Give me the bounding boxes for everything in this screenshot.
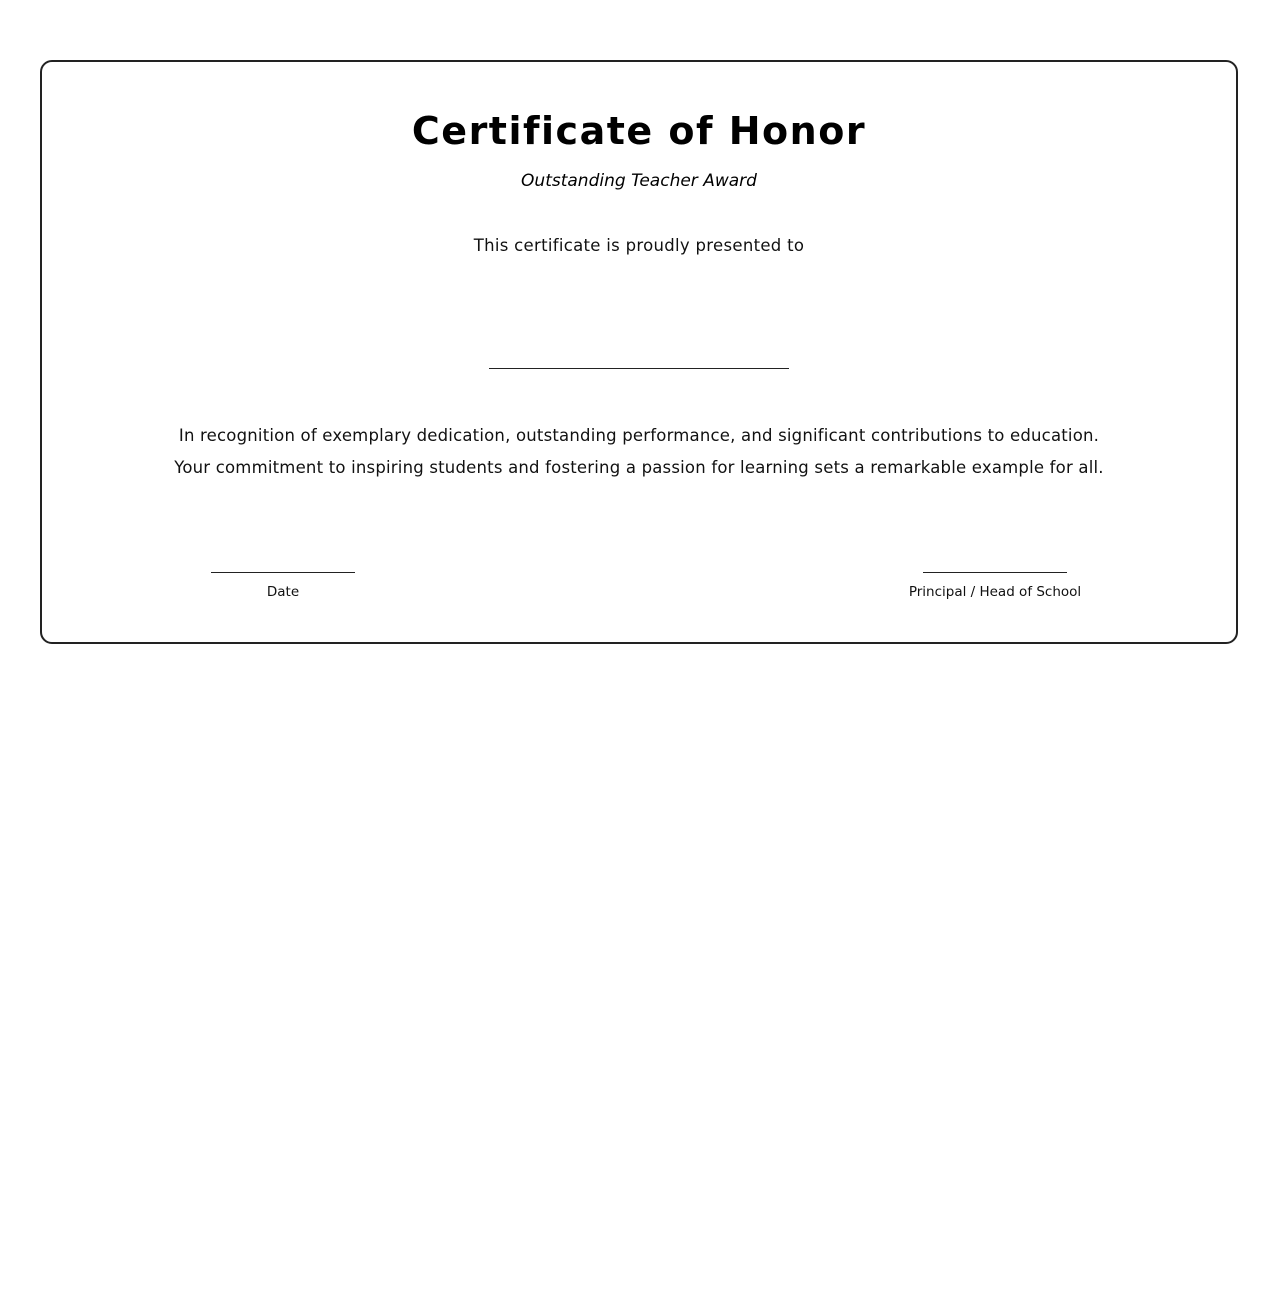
certificate-frame [40, 60, 1238, 644]
certificate-title: Certificate of Honor [411, 109, 867, 153]
date-label: Date [266, 584, 300, 600]
award-subtitle: Outstanding Teacher Award [521, 171, 757, 191]
recognition-line-1: In recognition of exemplary dedication, outstanding performance, and significant contributions to education. [178, 426, 1100, 445]
presented-to-text: This certificate is proudly presented to [473, 236, 805, 255]
principal-label: Principal / Head of School [908, 584, 1082, 600]
recognition-text [42, 420, 1236, 484]
recognition-line-2: Your commitment to inspiring students and fostering a passion for learning sets a remarkable example for all. [174, 458, 1104, 477]
principal-signature-line [923, 572, 1067, 573]
principal-signature-block [895, 572, 1095, 601]
recipient-name-line [489, 368, 789, 369]
date-signature-line [211, 572, 355, 573]
date-signature-block [183, 572, 383, 601]
